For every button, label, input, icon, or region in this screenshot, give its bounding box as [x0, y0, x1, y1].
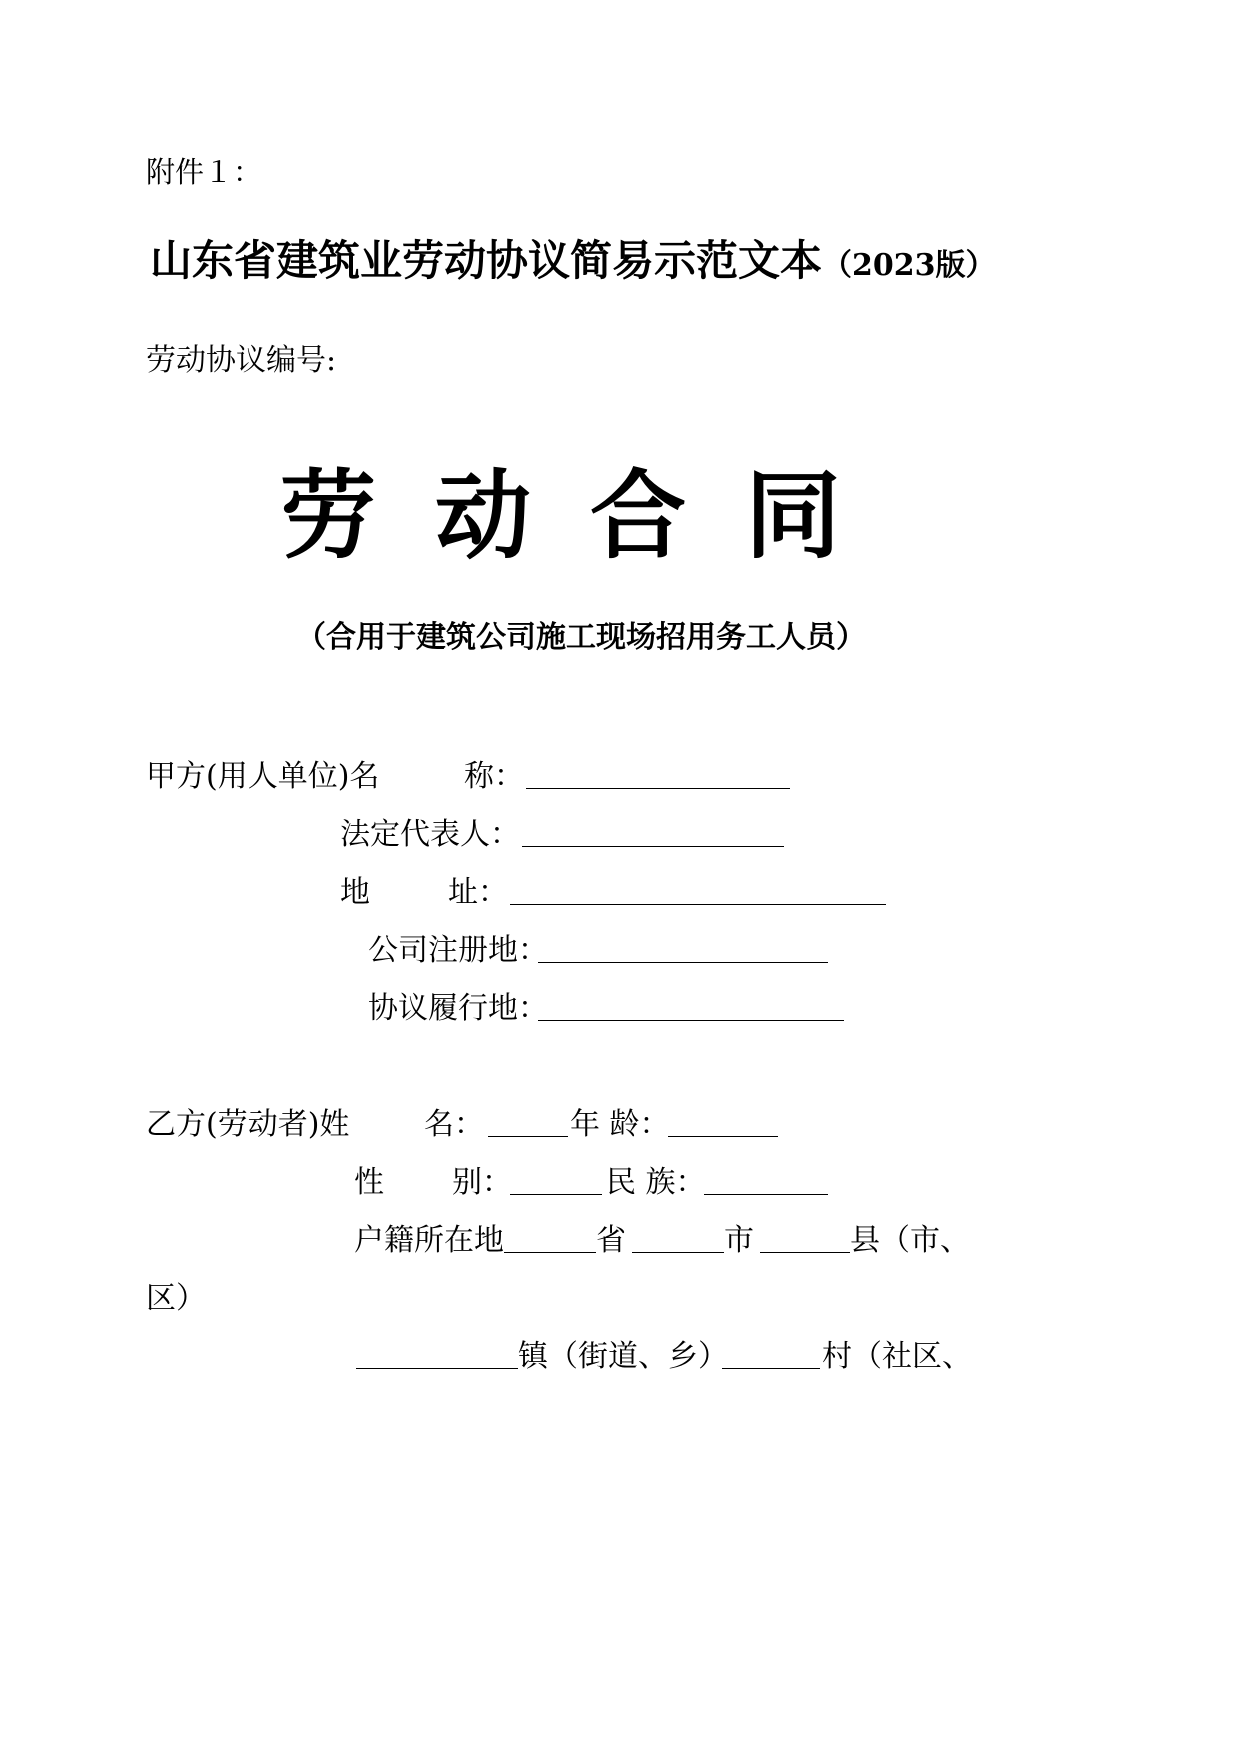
town-field[interactable]	[356, 1366, 518, 1369]
ethnicity-label: 民 族：	[606, 1165, 706, 1200]
city-field[interactable]	[632, 1250, 724, 1253]
province-label: 省	[596, 1223, 626, 1258]
legal-rep-row	[340, 817, 520, 852]
gender-field[interactable]	[510, 1192, 602, 1195]
village-label: 村（社区、	[822, 1339, 972, 1374]
address-row	[340, 875, 508, 910]
county-label: 县（市、	[850, 1223, 970, 1258]
address-label-2: 址：	[448, 875, 508, 910]
address-field[interactable]	[510, 902, 886, 905]
document-title-text: 山东省建筑业劳动协议简易示范文本	[150, 236, 823, 285]
party-b-name-field[interactable]	[488, 1134, 568, 1137]
party-a-name-row	[146, 759, 524, 794]
village-field[interactable]	[722, 1366, 820, 1369]
party-b-name-label-tail: 名：	[424, 1107, 484, 1142]
registered-place-row	[368, 933, 548, 968]
party-a-prefix: 甲方(用人单位)名	[146, 759, 380, 794]
party-a-name-label-tail: 称：	[464, 759, 524, 794]
main-title-char-4: 同	[745, 459, 841, 572]
agreement-number-label: 劳动协议编号:	[146, 343, 337, 378]
city-label: 市	[724, 1223, 754, 1258]
province-field[interactable]	[504, 1250, 596, 1253]
document-title	[150, 228, 996, 288]
age-field[interactable]	[668, 1134, 778, 1137]
registered-place-label: 公司注册地：	[368, 933, 548, 968]
gender-label-1: 性	[354, 1165, 384, 1200]
legal-rep-label: 法定代表人：	[340, 817, 520, 852]
party-a-name-field[interactable]	[526, 786, 790, 789]
document-title-version: （2023版）	[822, 248, 996, 283]
attachment-label: 附件１：	[146, 155, 263, 189]
town-label: 镇（街道、乡）	[518, 1339, 728, 1374]
performance-place-field[interactable]	[538, 1018, 844, 1021]
performance-place-label: 协议履行地：	[368, 991, 548, 1026]
subtitle: （合用于建筑公司施工现场招用务工人员）	[296, 620, 866, 655]
ethnicity-field[interactable]	[704, 1192, 828, 1195]
gender-label-2: 别：	[452, 1165, 512, 1200]
household-label: 户籍所在地	[354, 1223, 504, 1258]
household-row	[354, 1223, 970, 1258]
age-label: 年 龄：	[570, 1107, 670, 1142]
registered-place-field[interactable]	[538, 960, 828, 963]
gender-row	[354, 1165, 706, 1200]
main-title-char-3: 合	[590, 459, 686, 572]
district-wrap-row: 区）	[146, 1281, 206, 1316]
main-title-char-1: 劳	[280, 459, 376, 572]
party-b-prefix: 乙方(劳动者)姓	[146, 1107, 350, 1142]
county-field[interactable]	[760, 1250, 850, 1253]
party-b-name-row	[146, 1107, 670, 1142]
address-label-1: 地	[340, 875, 370, 910]
main-title-char-2: 动	[435, 459, 531, 572]
performance-place-row	[368, 991, 548, 1026]
legal-rep-field[interactable]	[522, 844, 784, 847]
